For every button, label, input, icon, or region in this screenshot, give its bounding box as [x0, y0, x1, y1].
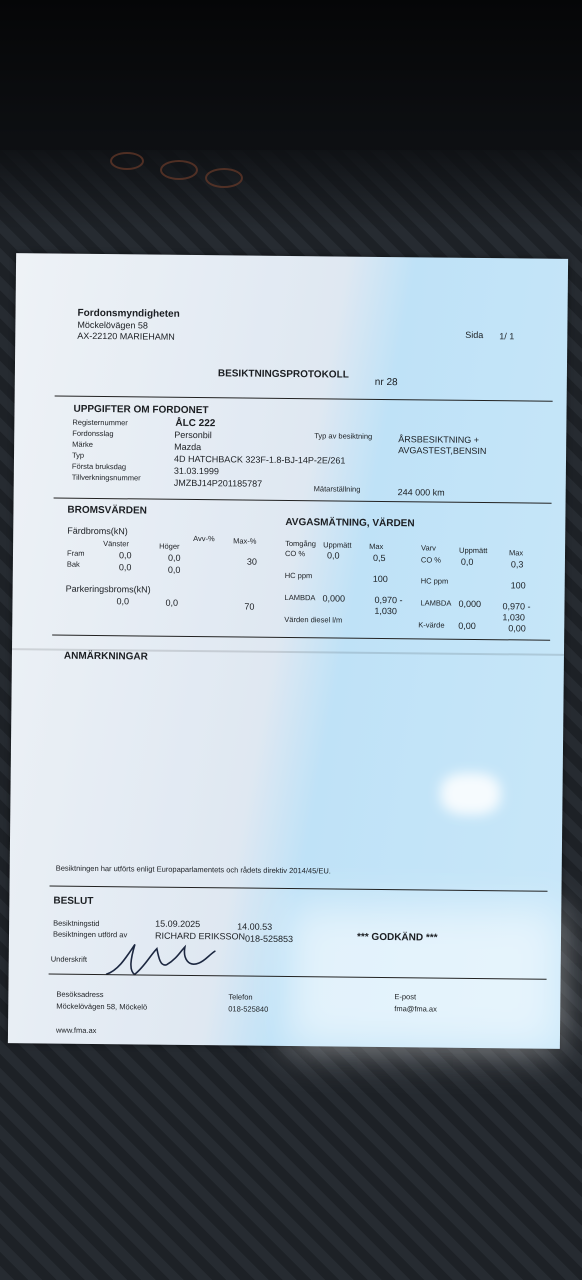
bak-right: 0,0: [167, 564, 181, 575]
v-co: 0,0: [460, 556, 474, 567]
slag-label: Fordonsslag: [72, 428, 114, 439]
exhaust-heading: AVGASMÄTNING, VÄRDEN: [285, 516, 415, 530]
fram-max: 30: [246, 556, 258, 567]
t-lambda-label: LAMBDA: [284, 592, 316, 603]
fram-label: Fram: [66, 548, 85, 558]
address-label: Besöksadress: [56, 989, 104, 1000]
inspection-document: [8, 253, 568, 1049]
tillv-value: JMZBJ14P201185787: [173, 477, 263, 489]
kvarde-max: 0,00: [508, 623, 526, 634]
light-glare: [440, 773, 500, 816]
remarks-heading: ANMÄRKNINGAR: [63, 650, 148, 663]
col-vanster: Vänster: [103, 539, 130, 549]
kvarde-label: K-värde: [418, 620, 445, 630]
website: www.fma.ax: [55, 1025, 97, 1036]
t-lambda-max-1: 0,970 -: [374, 594, 403, 606]
besiktning-label: Typ av besiktning: [314, 431, 373, 441]
v-co-label: CO %: [420, 555, 442, 565]
matar-value: 244 000 km: [397, 487, 445, 498]
v-lambda-label: LAMBDA: [420, 598, 452, 608]
t-uppmatt: Uppmätt: [323, 540, 352, 550]
phone-label: Telefon: [228, 992, 253, 1002]
dashboard-knob: [110, 152, 144, 170]
decision-heading: BESLUT: [53, 895, 94, 907]
fram-right: 0,0: [167, 552, 181, 563]
t-hc-max: 100: [372, 573, 388, 585]
inspection-time: 14.00.53: [237, 921, 273, 932]
t-co-label: CO %: [284, 548, 306, 559]
bak-left: 0,0: [118, 562, 132, 573]
dashboard-knob: [205, 168, 243, 188]
org-city: AX-22120 MARIEHAMN: [77, 330, 175, 342]
besiktning-value-2: AVGASTEST,BENSIN: [398, 445, 487, 457]
fram-left: 0,0: [118, 550, 132, 561]
phone-value: 018-525840: [228, 1004, 269, 1014]
marke-value: Mazda: [174, 441, 202, 453]
reg-number: ÅLC 222: [175, 417, 216, 430]
forsta-value: 31.03.1999: [173, 465, 219, 477]
divider: [54, 498, 552, 504]
kvarde-value: 0,00: [458, 620, 476, 631]
inspector-phone: 018-525853: [244, 933, 294, 945]
inspector-name: RICHARD ERIKSSON: [154, 930, 246, 942]
v-hc-max: 100: [510, 580, 526, 591]
page-value: 1/ 1: [499, 331, 515, 342]
t-co-max: 0,5: [372, 552, 386, 564]
v-lambda-max-1: 0,970 -: [502, 601, 531, 612]
typ-label: Typ: [71, 450, 85, 460]
email-value: fma@fma.ax: [394, 1004, 437, 1014]
t-co: 0,0: [326, 550, 340, 561]
address-value: Möckelövägen 58, Möckelö: [56, 1001, 148, 1012]
slag-value: Personbil: [174, 429, 212, 441]
inspection-date: 15.09.2025: [155, 918, 201, 930]
reg-label: Registernummer: [72, 417, 128, 428]
col-hoger: Höger: [159, 541, 180, 551]
document-title: BESIKTNINGSPROTOKOLL: [217, 368, 349, 381]
org-street: Möckelövägen 58: [77, 319, 148, 331]
page-label: Sida: [465, 329, 484, 341]
tid-label: Besiktningstid: [53, 918, 100, 929]
sign-label: Underskrift: [50, 954, 88, 964]
diesel-label: Värden diesel l/m: [284, 614, 343, 625]
av-label: Besiktningen utförd av: [52, 929, 128, 940]
marke-label: Märke: [72, 439, 94, 449]
document-number: nr 28: [374, 376, 398, 389]
forsta-label: Första bruksdag: [71, 461, 127, 472]
t-lambda-max-2: 1,030: [374, 605, 398, 617]
v-co-max: 0,3: [510, 559, 524, 570]
tillv-label: Tillverkningsnummer: [71, 472, 141, 483]
varv-label: Varv: [421, 543, 437, 553]
t-hc-label: HC ppm: [284, 570, 313, 581]
bak-label: Bak: [66, 559, 80, 569]
tomgang-label: Tomgång: [285, 538, 317, 549]
fard-label: Färdbroms(kN): [67, 525, 128, 537]
divider: [55, 396, 553, 402]
directive-text: Besiktningen har utförts enligt Europaparlamentets och rådets direktiv 2014/45/EU.: [55, 863, 331, 876]
t-lambda: 0,000: [322, 593, 346, 604]
matar-label: Mätarställning: [313, 484, 361, 494]
park-label: Parkeringsbroms(kN): [65, 583, 151, 595]
dark-interior: [0, 0, 582, 230]
v-uppmatt: Uppmätt: [459, 545, 488, 556]
email-label: E-post: [394, 992, 417, 1002]
org-name: Fordonsmyndigheten: [77, 307, 180, 320]
vehicle-heading: UPPGIFTER OM FORDONET: [73, 403, 209, 417]
park-left: 0,0: [116, 596, 130, 607]
t-max: Max: [369, 541, 384, 551]
divider: [50, 886, 548, 892]
besiktning-value-1: ÅRSBESIKTNING +: [398, 434, 480, 445]
v-lambda-max-2: 1,030: [502, 612, 525, 623]
brake-heading: BROMSVÄRDEN: [67, 504, 147, 517]
v-max: Max: [508, 548, 524, 558]
park-max: 70: [244, 601, 255, 612]
divider: [52, 635, 550, 641]
v-lambda: 0,000: [458, 598, 482, 610]
park-right: 0,0: [165, 597, 179, 608]
v-hc-label: HC ppm: [420, 576, 449, 586]
col-avv: Avv-%: [193, 534, 215, 544]
dashboard-knob: [160, 160, 198, 180]
result-badge: *** GODKÄND ***: [356, 931, 438, 944]
typ-value: 4D HATCHBACK 323F-1.8-BJ-14P-2E/261: [173, 453, 346, 466]
col-max: Max-%: [233, 536, 257, 546]
